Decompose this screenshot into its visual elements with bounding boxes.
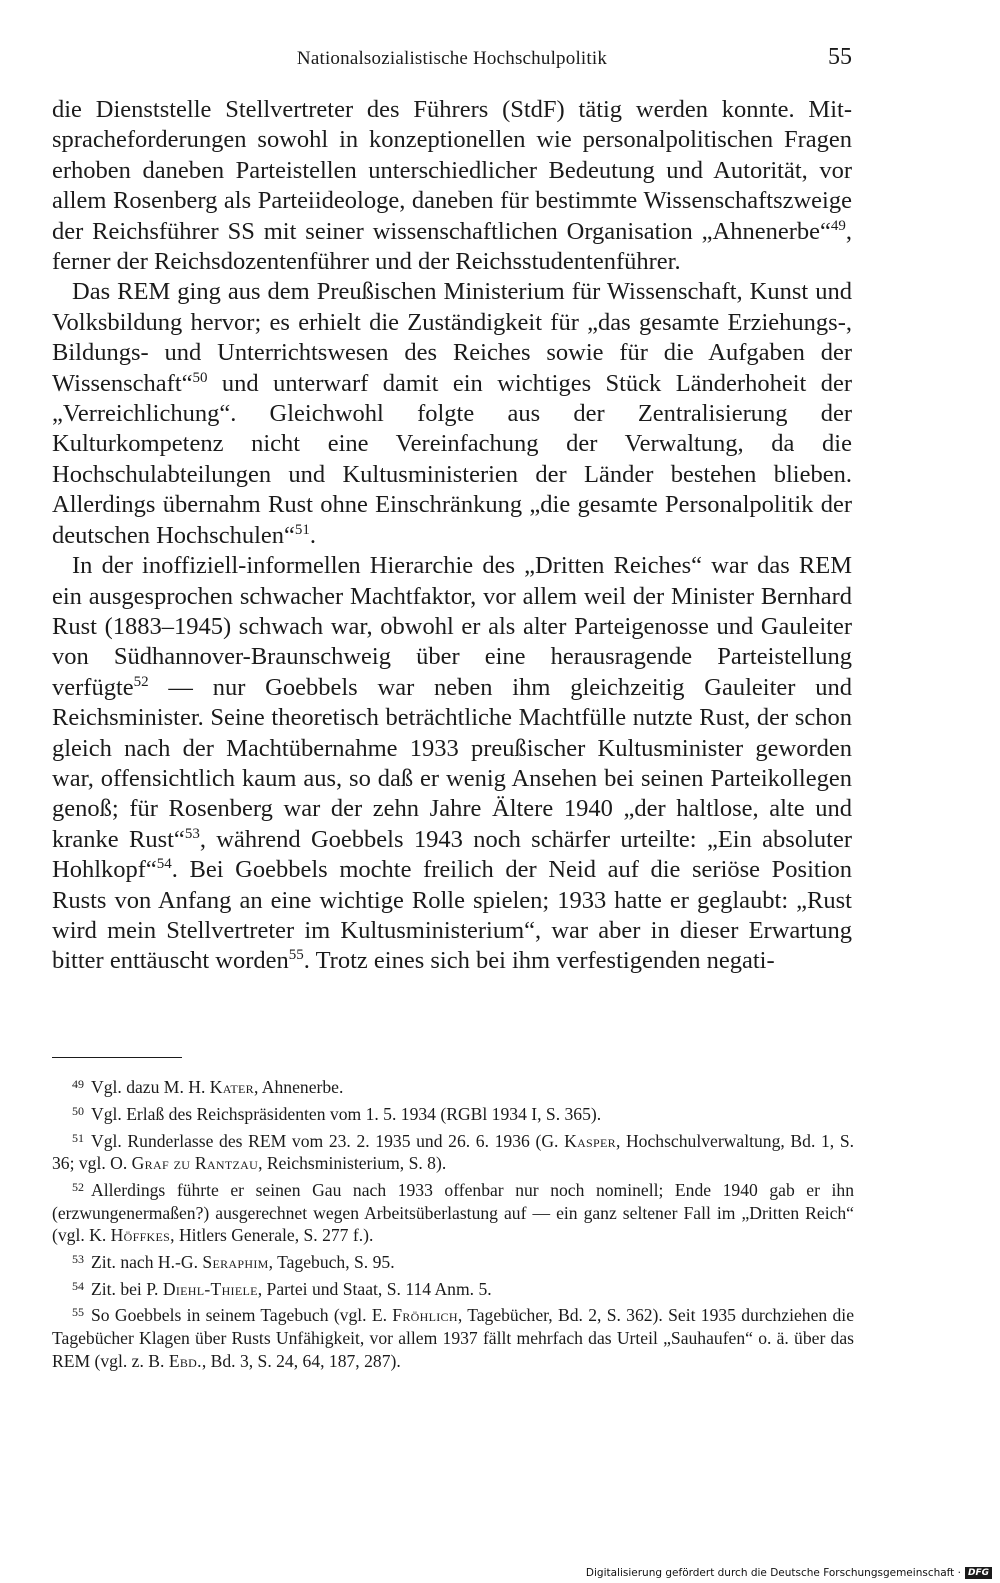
footnote-number: 55 <box>72 1305 84 1320</box>
text-run: So Goebbels in seinem Tagebuch (vgl. E. <box>91 1305 393 1326</box>
footnote-ref: 51 <box>294 521 310 538</box>
text-run: , Bd. 3, S. 24, 64, 187, 287). <box>201 1350 401 1371</box>
running-head <box>52 44 852 76</box>
text-run: , Tagebücher, Bd. 2, S. 362). Seit 1935 durchziehen die Tagebücher Klagen über Rusts Unfähigkeit, vor allem 1937 fällt mehrfach das Urteil „Sauhaufen“ o. ä. über das REM (vgl. z. B. <box>52 1305 854 1371</box>
footnote-number: 53 <box>72 1251 84 1266</box>
text-run: Das REM ging aus dem Preußischen Ministerium für Wissenschaft, Kunst und Volksbildung hervor; es erhielt die Zuständigkeit für „das gesamte Erziehungs-, Bildungs- und Unterrichtswesen des Reiches sowie für die Aufgaben der Wissenschaft“ <box>52 278 852 397</box>
footnote-ref: 54 <box>156 856 172 873</box>
footnote-number: 52 <box>72 1179 84 1194</box>
footnote-51 <box>52 1127 854 1175</box>
text-run: In der inoffiziell-informellen Hierarchie des „Dritten Reiches“ war das REM ein ausgesprochen schwacher Machtfaktor, vor allem weil der Minister Bernhard Rust (1883–1945) schwach war, obwohl er als alter Parteigenosse und Gauleiter von Südhannover-Braunschweig über eine herausragende Parteistellung verfügte <box>52 552 852 701</box>
text-run: Vgl. Erlaß des Reichspräsidenten vom 1. 5. 1934 (RGBl 1934 I, S. 365). <box>91 1103 602 1124</box>
author-name: Fröhlich <box>392 1305 458 1326</box>
footnote-ref: 53 <box>184 825 200 842</box>
footnote-number: 54 <box>72 1278 84 1293</box>
footnote-55 <box>52 1301 854 1372</box>
author-name: Ebd. <box>168 1350 202 1371</box>
paragraph-2 <box>52 277 852 551</box>
text-run: , Partei und Staat, S. 114 Anm. 5. <box>257 1278 492 1299</box>
text-run: die Dienststelle Stellvertreter des Führers (StdF) tätig werden konnte. Mitspracheforderungen sowohl in konzeptionellen wie personalpolitischen Fragen erhoben daneben Parteistellen unterschiedlicher Bedeutung und Autorität, vor allem Rosenberg als Parteiideologe, daneben für bestimmte Wissenschaftszweige der Reichsführer SS mit seiner wissenschaftlichen Organisation „Ahnenerbe“ <box>52 96 852 245</box>
text-run: , Ahnenerbe. <box>253 1077 344 1097</box>
page-number: 55 <box>828 44 852 70</box>
paragraph-3 <box>52 551 852 977</box>
footnote-53 <box>52 1248 854 1274</box>
text-run: — nur Goebbels war neben ihm gleichzeitig Gauleiter und Reichsminister. Seine theoretisch beträchtliche Machtfülle nutzte Rust, der schon gleich nach der Machtübernahme 1933 preußischer Kultusminister geworden war, offensichtlich kaum aus, so daß er wenig Ansehen bei seinen Parteikollegen genoß; für Rosenberg war der zehn Jahre Ältere 1940 „der haltlose, alte und kranke Rust“ <box>52 673 852 853</box>
main-text <box>52 95 852 977</box>
footnote-number: 51 <box>72 1130 84 1145</box>
footnote-49 <box>52 1073 854 1099</box>
author-name: Höffkes <box>110 1225 171 1246</box>
author-name: Diehl-Thiele <box>162 1278 258 1299</box>
running-title: Nationalsozialistische Hochschulpolitik <box>296 48 608 69</box>
text-run: , ferner der Reichsdozentenführer und der Reichsstudentenführer. <box>52 217 852 276</box>
footnote-52 <box>52 1176 854 1247</box>
text-run: , Hitlers Generale, S. 277 f.). <box>170 1225 374 1246</box>
footnote-number: 49 <box>72 1077 84 1091</box>
text-run: Allerdings führte er seinen Gau nach 1933 offenbar nur noch nominell; Ende 1940 gab er ihn (erzwungenermaßen?) ausgerechnet wegen Arbeitsüberlastung auf — ein ganz seltener Fall im „Dritten Reich“ (vgl. K. <box>52 1179 854 1246</box>
credit-text: Digitalisierung gefördert durch die Deutsche Forschungsgemeinschaft · <box>585 1567 961 1579</box>
text-run: , Hochschulverwaltung, Bd. 1, S. 36; vgl. O. <box>52 1130 854 1174</box>
footnote-ref: 52 <box>133 673 149 690</box>
text-run: Zit. bei P. <box>91 1278 163 1299</box>
text-run: . Bei Goebbels mochte freilich der Neid auf die seriöse Position Rusts von Anfang an eine wichtige Rolle spielen; 1933 hatte er geglaubt: „Rust wird mein Stellvertreter im Kultusministerium“, war aber in dieser Erwartung bitter enttäuscht worden <box>52 856 852 975</box>
footnote-ref: 49 <box>830 217 846 234</box>
text-run: Vgl. dazu M. H. <box>91 1077 210 1097</box>
paragraph-1 <box>52 95 852 277</box>
text-run: , während Goebbels 1943 noch schärfer urteilte: „Ein absoluter Hohlkopf“ <box>52 825 852 884</box>
text-run: und unterwarf damit ein wichtiges Stück Länderhoheit der „Verreichlichung“. Gleichwohl folgte aus der Zentralisierung der Kulturkompetenz nicht eine Vereinfachung der Verwaltung, da die Hochschulabteilungen und Kultusministerien der Länder bestehen blieben. Allerdings übernahm Rust ohne Einschränkung „die gesamte Personalpolitik der deutschen Hochschulen“ <box>52 369 852 549</box>
author-name: Kasper <box>564 1130 616 1151</box>
footnote-number: 50 <box>72 1103 84 1118</box>
text-run: Vgl. Runderlasse des REM vom 23. 2. 1935 und 26. 6. 1936 (G. <box>91 1130 565 1151</box>
dfg-logo-icon: DFG <box>965 1567 992 1579</box>
footnote-ref: 55 <box>288 947 304 964</box>
text-run: . <box>309 521 316 549</box>
author-name: Graf zu Rantzau <box>131 1153 259 1174</box>
footnote-ref: 50 <box>192 369 208 386</box>
footnote-50 <box>52 1100 854 1126</box>
digitization-credit <box>586 1567 992 1579</box>
text-run: Zit. nach H.-G. <box>91 1251 203 1272</box>
text-run: , Reichsministerium, S. 8). <box>258 1153 447 1174</box>
footnote-54 <box>52 1275 854 1301</box>
footnotes <box>52 1073 854 1373</box>
text-run: . Trotz eines sich bei ihm verfestigenden negati- <box>303 947 775 975</box>
text-run: , Tagebuch, S. 95. <box>268 1251 395 1272</box>
author-name: Seraphim <box>202 1251 269 1272</box>
author-name: Kater <box>209 1077 254 1097</box>
footnote-divider <box>52 1057 182 1058</box>
